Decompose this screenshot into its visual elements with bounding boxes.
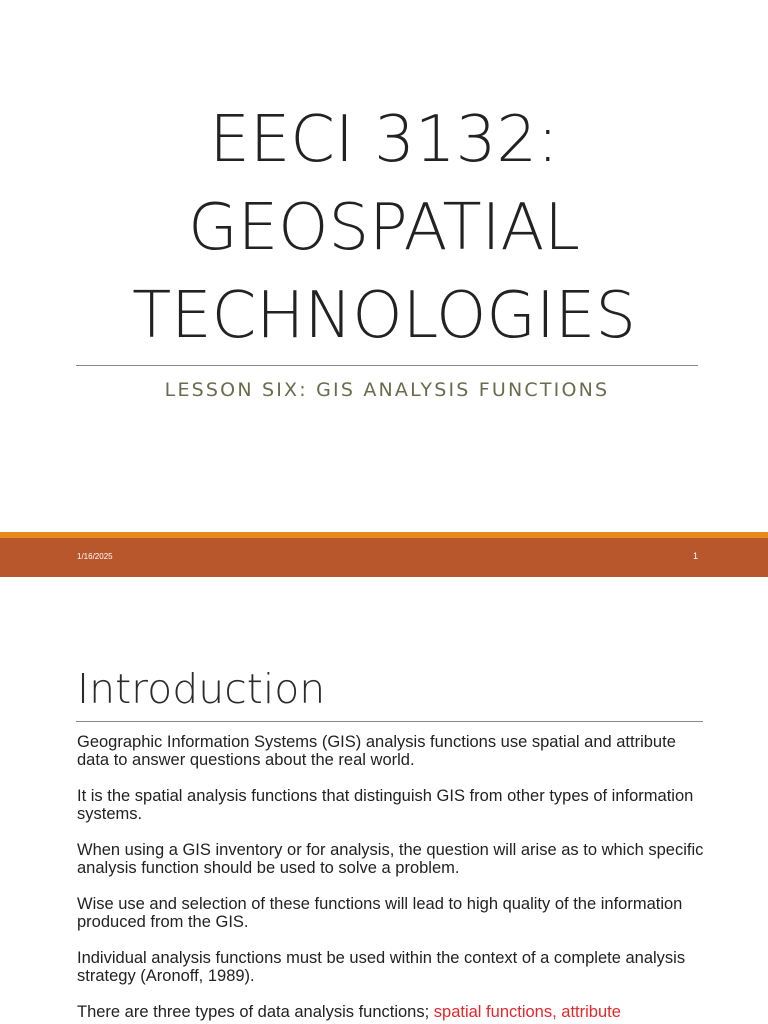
slide-title xyxy=(40,96,728,360)
slide-2 xyxy=(0,603,768,1024)
slide-2-title: Introduction xyxy=(77,665,326,713)
body-paragraph: Individual analysis functions must be used within the context of a complete analysis strategy (Aronoff, 1989). xyxy=(77,949,686,985)
title-line-3: TECHNOLOGIES xyxy=(132,279,636,353)
body-paragraph: Wise use and selection of these functions will lead to high quality of the information produced from the GIS. xyxy=(77,895,683,931)
slide-2-body xyxy=(77,733,707,1024)
highlighted-text: spatial functions, attribute xyxy=(433,1003,621,1021)
title-divider xyxy=(76,365,698,366)
title-line-1: EECI 3132: xyxy=(209,103,559,177)
body-paragraph: When using a GIS inventory or for analysis, the question will arise as to which specific analysis function should be used to solve a problem. xyxy=(77,841,704,877)
slide-separator xyxy=(0,577,768,603)
title-line-2: GEOSPATIAL xyxy=(188,191,580,265)
slide-footer xyxy=(0,538,768,577)
slide-2-title-divider xyxy=(76,721,703,722)
body-paragraph-last xyxy=(77,1003,707,1021)
body-paragraph: Geographic Information Systems (GIS) analysis functions use spatial and attribute data to answer questions about the real world. xyxy=(77,733,676,769)
body-text: There are three types of data analysis functions; xyxy=(77,1003,434,1021)
slide-subtitle: LESSON SIX: GIS ANALYSIS FUNCTIONS xyxy=(164,379,610,401)
footer-date: 1/16/2025 xyxy=(77,552,113,561)
slide-number: 1 xyxy=(692,551,698,561)
body-paragraph: It is the spatial analysis functions that distinguish GIS from other types of information systems. xyxy=(77,787,694,823)
